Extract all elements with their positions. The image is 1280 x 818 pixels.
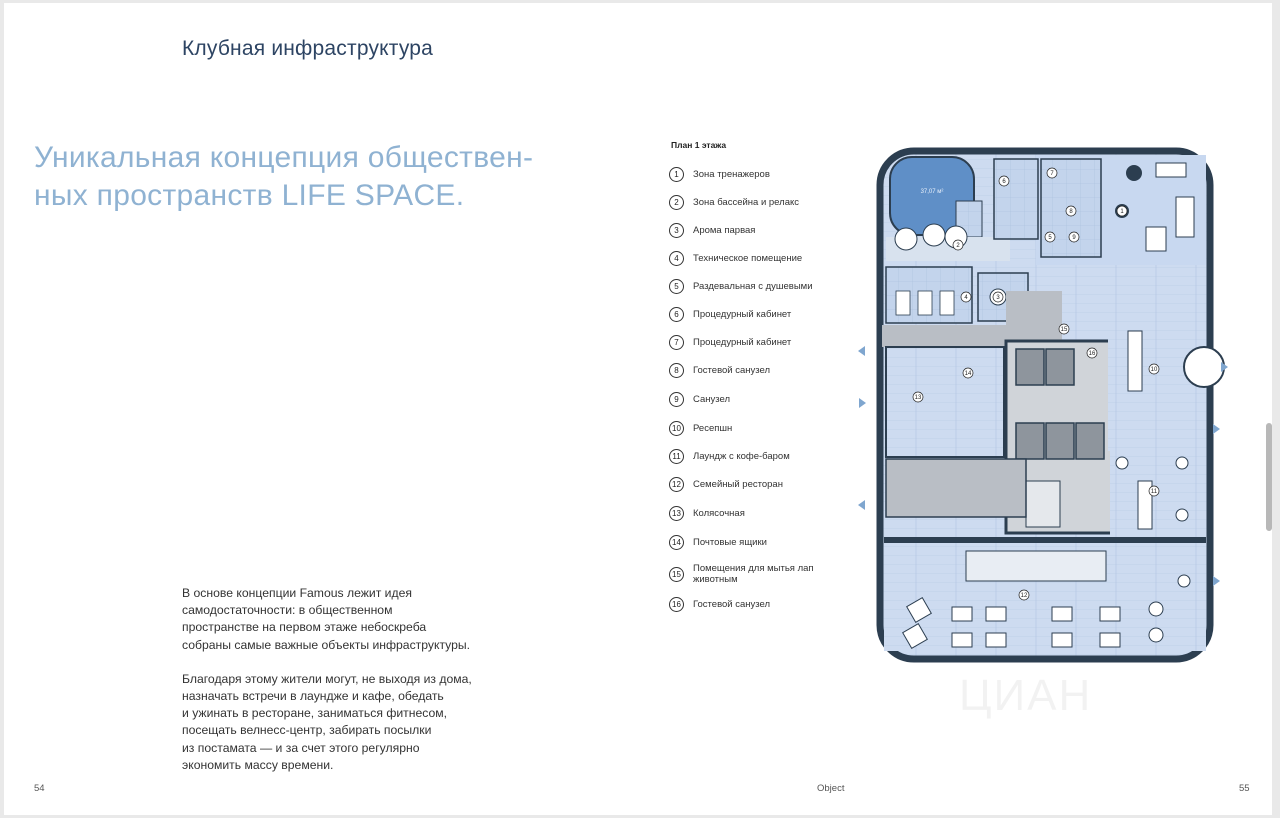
lounge-chair: [1176, 457, 1188, 469]
brochure-spread: [4, 3, 1272, 815]
restaurant-wall: [884, 537, 1206, 543]
round-table: [1149, 602, 1163, 616]
legend-number: 3: [669, 223, 684, 238]
table: [952, 607, 972, 621]
legend-item: [669, 363, 833, 378]
legend-number: 6: [669, 307, 684, 322]
table: [1100, 607, 1120, 621]
legend-item: [669, 335, 833, 350]
table: [1100, 633, 1120, 647]
svg-text:5: 5: [1048, 235, 1052, 241]
floor-plan: [856, 141, 1236, 663]
legend-label: Семейный ресторан: [693, 479, 783, 490]
legend-number: 13: [669, 506, 684, 521]
legend-label: Раздевальная с душевыми: [693, 281, 813, 292]
svg-text:11: 11: [1150, 489, 1158, 495]
lounge-chair: [1176, 509, 1188, 521]
bed: [918, 291, 932, 315]
legend-item: [669, 563, 833, 585]
legend-number: 7: [669, 335, 684, 350]
table: [1052, 607, 1072, 621]
legend-number: 2: [669, 195, 684, 210]
headline-line-1: Уникальная концепция обществен-: [34, 141, 534, 174]
svg-text:4: 4: [964, 295, 968, 301]
changing-room: [994, 159, 1038, 239]
svg-text:6: 6: [1002, 179, 1006, 185]
legend-label: Ресепшн: [693, 423, 733, 434]
lounge-chair: [1116, 457, 1128, 469]
legend-title: План 1 этажа: [671, 140, 727, 150]
legend-item: [669, 251, 833, 266]
entrance-revolving-door: [1184, 347, 1224, 387]
legend-item: [669, 195, 833, 210]
svg-text:9: 9: [1072, 235, 1076, 241]
legend-label: Гостевой санузел: [693, 365, 771, 376]
svg-text:8: 8: [1069, 209, 1073, 215]
legend-item: [669, 421, 833, 436]
legend-label: Процедурный кабинет: [693, 337, 792, 348]
legend-number: 16: [669, 597, 684, 612]
legend-item: [669, 167, 833, 182]
service-zone: [886, 459, 1026, 517]
legend-label: Зона бассейна и релакс: [693, 197, 799, 208]
gym-equipment: [1176, 197, 1194, 237]
legend-number: 12: [669, 477, 684, 492]
table: [1052, 633, 1072, 647]
legend-label: Колясочная: [693, 508, 745, 519]
legend-number: 15: [669, 567, 684, 582]
body-paragraph-1: В основе концепции Famous лежит идея самодостаточности: в общественном пространстве на первом этаже небоскреба собраны самые важные объекты инфраструктуры.: [182, 586, 471, 652]
svg-text:1: 1: [1120, 209, 1124, 215]
page-number-left: 54: [34, 783, 45, 794]
elevator: [1046, 423, 1074, 459]
legend-label: Процедурный кабинет: [693, 309, 792, 320]
legend-item: [669, 223, 833, 238]
stairwell: [1026, 481, 1060, 527]
legend-item: [669, 279, 833, 294]
page-number-right: 55: [1239, 783, 1250, 794]
legend-item: [669, 597, 833, 612]
footer-label: Object: [817, 783, 845, 794]
pool-area-label: 37,07 м²: [920, 189, 944, 195]
legend-item: [669, 477, 833, 492]
entrance-arrow-icon: [858, 346, 865, 356]
legend-number: 4: [669, 251, 684, 266]
table: [986, 607, 1006, 621]
svg-text:15: 15: [1060, 327, 1068, 333]
bed: [940, 291, 954, 315]
gym-equipment: [1126, 165, 1142, 181]
stroller-room: [886, 347, 1004, 457]
svg-text:7: 7: [1050, 171, 1054, 177]
svg-text:12: 12: [1020, 593, 1028, 599]
entrance-arrow-icon: [859, 398, 866, 408]
legend-item: [669, 449, 833, 464]
legend-label: Зона тренажеров: [693, 169, 770, 180]
legend-number: 9: [669, 392, 684, 407]
scrollbar-thumb[interactable]: [1266, 423, 1272, 531]
legend-label: Гостевой санузел: [693, 599, 771, 610]
svg-text:10: 10: [1150, 367, 1158, 373]
kitchen: [966, 551, 1106, 581]
headline: [34, 139, 634, 215]
round-table: [1149, 628, 1163, 642]
legend-item: [669, 307, 833, 322]
entrance-arrow-icon: [1213, 424, 1220, 434]
elevator: [1016, 423, 1044, 459]
legend-number: 5: [669, 279, 684, 294]
reception-desk: [1128, 331, 1142, 391]
legend-label: Лаундж с кофе-баром: [693, 451, 790, 462]
legend-label: Арома парвая: [693, 225, 756, 236]
section-title: Клубная инфраструктура: [182, 37, 434, 60]
elevator: [1046, 349, 1074, 385]
svg-text:13: 13: [914, 395, 922, 401]
entrance-arrow-icon: [1213, 576, 1220, 586]
body-text: [182, 585, 542, 791]
gym-equipment: [1156, 163, 1186, 177]
legend-number: 1: [669, 167, 684, 182]
elevator: [1076, 423, 1104, 459]
gym-equipment: [1146, 227, 1166, 251]
legend-label: Помещения для мытья лап животным: [693, 563, 814, 585]
elevator: [1016, 349, 1044, 385]
legend-label: Техническое помещение: [693, 253, 803, 264]
legend-number: 11: [669, 449, 684, 464]
relax-lounger: [895, 228, 917, 250]
body-paragraph-2: Благодаря этому жители могут, не выходя из дома, назначать встречи в лаундже и кафе, обедать и ужинать в ресторане, заниматься фитнесом, посещать велнесс-центр, забирать посылки из постамата — и за счет этого регулярно экономить массу времени.: [182, 671, 472, 772]
legend-item: [669, 535, 833, 550]
watermark: ЦИАН: [959, 671, 1093, 720]
svg-text:3: 3: [996, 295, 1000, 301]
relax-lounger: [923, 224, 945, 246]
legend-item: [669, 506, 833, 521]
legend-number: 10: [669, 421, 684, 436]
table: [986, 633, 1006, 647]
svg-text:14: 14: [964, 371, 972, 377]
legend-label: Почтовые ящики: [693, 537, 767, 548]
table: [952, 633, 972, 647]
legend-number: 14: [669, 535, 684, 550]
svg-text:2: 2: [956, 243, 960, 249]
bed: [896, 291, 910, 315]
headline-line-2: ных пространств LIFE SPACE.: [34, 179, 465, 212]
legend-label: Санузел: [693, 394, 731, 405]
round-table: [1178, 575, 1190, 587]
legend-number: 8: [669, 363, 684, 378]
legend-item: [669, 392, 833, 407]
svg-text:16: 16: [1088, 351, 1096, 357]
entrance-arrow-icon: [858, 500, 865, 510]
